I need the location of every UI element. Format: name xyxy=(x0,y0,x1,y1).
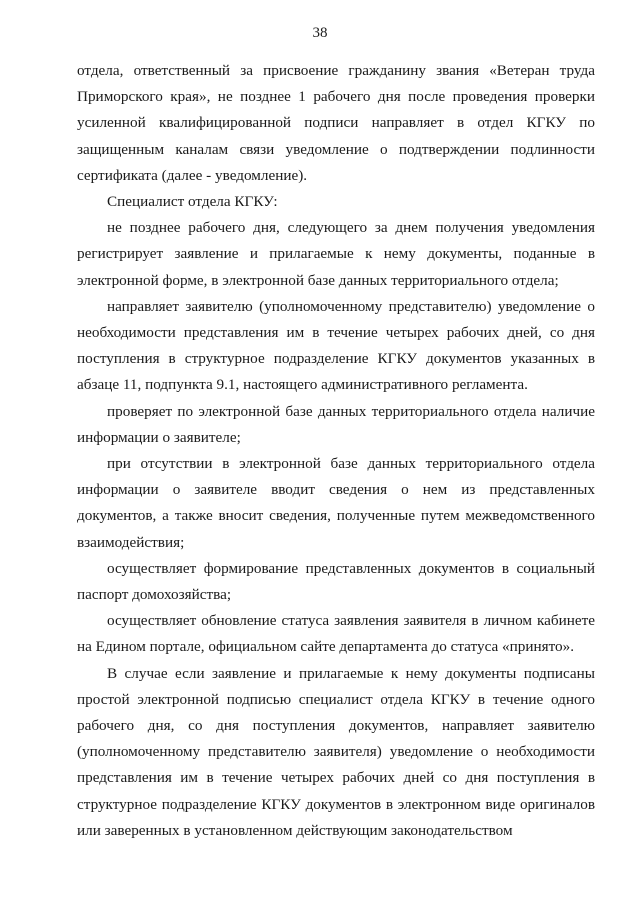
paragraph-simple-signature: В случае если заявление и прилагаемые к нему документы подписаны простой электронной подписью специалист отдела КГКУ в течение одного рабочего дня, со дня поступления документов, направляет заявителю (уполномоченному представителю заявителя) уведомление о необходимости представления им в течение четырех рабочих дней со дня поступления в структурное подразделение КГКУ документов в электронном виде оригиналов или заверенных в установленном действующим законодательством xyxy=(77,664,595,839)
paragraph-social-passport: осуществляет формирование представленных документов в социальный паспорт домохозяйства; xyxy=(77,559,595,604)
paragraph-status-update: осуществляет обновление статуса заявления заявителя в личном кабинете на Едином портале, официальном сайте департамента до статуса «принято». xyxy=(77,612,595,656)
paragraph-registration: не позднее рабочего дня, следующего за днем получения уведомления регистрирует заявление и прилагаемые к нему документы, поданные в электронной форме, в электронной базе данных территориального отдела; xyxy=(77,219,595,289)
paragraph-continuation: отдела, ответственный за присвоение гражданину звания «Ветеран труда Приморского края», не позднее 1 рабочего дня после проведения проверки усиленной квалифицированной подписи направляет в отдел КГКУ по защищенным каналам связи уведомление о подтверждении подлинности сертификата (далее - уведомление). xyxy=(77,62,595,184)
paragraph-specialist-heading: Специалист отдела КГКУ: xyxy=(107,193,278,211)
document-body xyxy=(77,58,595,844)
paragraph-notification: направляет заявителю (уполномоченному представителю) уведомление о необходимости представления им в течение четырех рабочих дней, со дня поступления в структурное подразделение КГКУ документов указанных в абзаце 11, подпункта 9.1, настоящего административного регламента. xyxy=(77,297,595,394)
page-number: 38 xyxy=(312,25,328,41)
paragraph-data-entry: при отсутствии в электронной базе данных территориального отдела информации о заявителе вводит сведения о нем из представленных документов, а также вносит сведения, полученные путем межведомственного взаимодействия; xyxy=(77,455,595,551)
paragraph-database-check: проверяет по электронной базе данных территориального отдела наличие информации о заявителе; xyxy=(77,402,595,446)
